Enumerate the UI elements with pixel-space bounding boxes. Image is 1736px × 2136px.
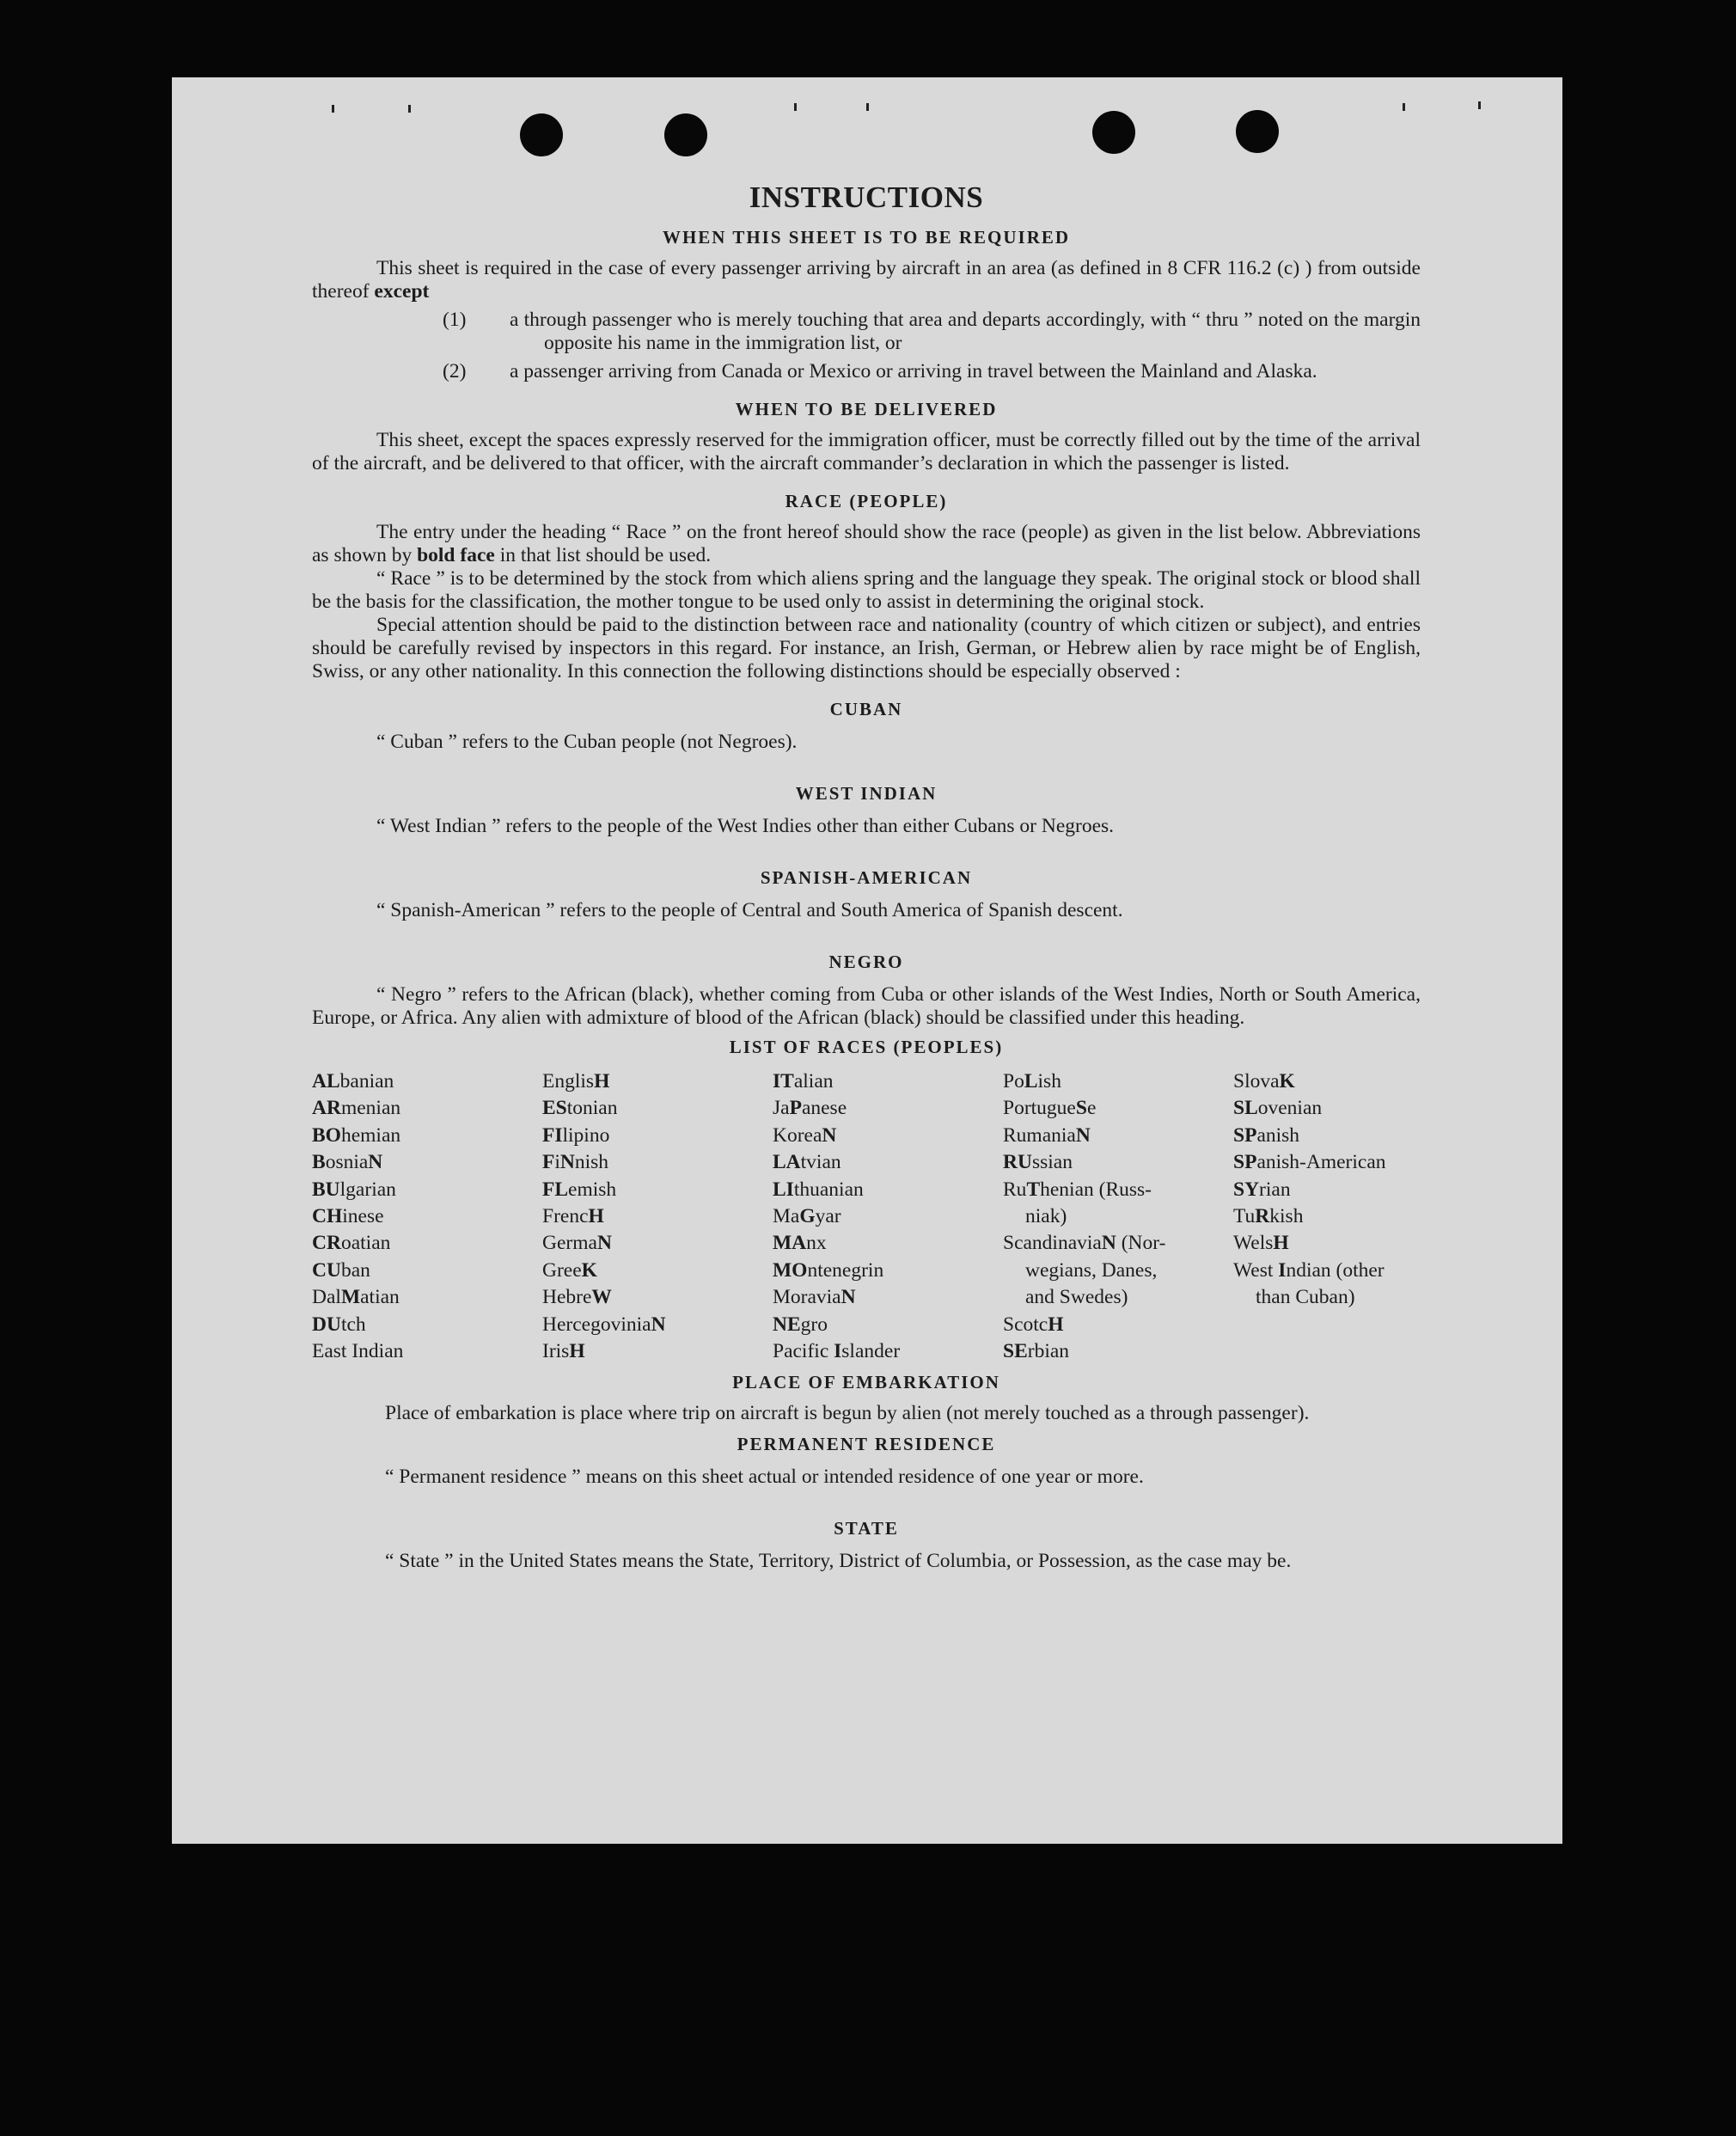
paragraph-race-1: The entry under the heading “ Race ” on the front hereof should show the race (people) as given in the list below. Abbreviations as shown by bold face in that list should be used.: [312, 521, 1421, 566]
race-entry: CRoatian: [312, 1232, 391, 1255]
race-entry: WelsH: [1233, 1232, 1289, 1255]
races-column: [542, 1068, 773, 1365]
race-entry: LAtvian: [773, 1151, 841, 1174]
race-entry: CHinese: [312, 1205, 384, 1228]
race-entry: ScandinaviaN (Nor-: [1003, 1232, 1166, 1255]
race-entry: BosniaN: [312, 1151, 383, 1174]
heading-cuban: CUBAN: [829, 699, 903, 719]
paragraph-when-required: This sheet is required in the case of every passenger arriving by aircraft in an area (as defined in 8 CFR 116.2 (c) ) from outside thereof except: [312, 257, 1421, 303]
race-entry: ARmenian: [312, 1097, 401, 1120]
binder-mark: [1403, 103, 1405, 111]
binder-mark: [866, 103, 869, 111]
list-item: (2) a passenger arriving from Canada or Mexico or arriving in travel between the Mainland and Alaska.: [443, 360, 1317, 383]
race-entry: DalMatian: [312, 1286, 400, 1309]
race-entry: SLovenian: [1233, 1097, 1323, 1120]
heading-when-required: WHEN THIS SHEET IS TO BE REQUIRED: [662, 227, 1071, 248]
race-entry: LIthuanian: [773, 1178, 864, 1201]
page-title: INSTRUCTIONS: [749, 181, 984, 214]
punch-hole: [520, 113, 563, 156]
race-entry: BUlgarian: [312, 1178, 396, 1201]
paragraph-state: “ State ” in the United States means the State, Territory, District of Columbia, or Possession, as the case may be.: [385, 1550, 1292, 1573]
race-entry: CUban: [312, 1258, 370, 1282]
paragraph-negro: “ Negro ” refers to the African (black), whether coming from Cuba or other islands of the West Indies, North or South America, Europe, or Africa. Any alien with admixture of blood of the African (black) should be classified under this heading.: [312, 983, 1421, 1029]
race-entry: MaGyar: [773, 1205, 841, 1228]
races-column: [312, 1068, 542, 1365]
race-entry: EStonian: [542, 1097, 618, 1120]
paragraph-race-3: Special attention should be paid to the distinction between race and nationality (country of which citizen or subject), and entries should be carefully revised by inspectors in this regard. For instance, an Irish, German, or Hebrew alien by race might be of English, Swiss, or any other nationality. In this connection the following distinctions should be especially observed :: [312, 614, 1421, 682]
binder-mark: [794, 103, 797, 111]
heading-negro: NEGRO: [828, 952, 904, 972]
paragraph-west-indian: “ West Indian ” refers to the people of the West Indies other than either Cubans or Negroes.: [376, 815, 1115, 837]
paragraph-cuban: “ Cuban ” refers to the Cuban people (not Negroes).: [376, 731, 798, 753]
race-entry: NEgro: [773, 1313, 828, 1336]
race-entry: RuThenian (Russ-: [1003, 1178, 1152, 1201]
binder-mark: [408, 105, 411, 113]
race-entry: RumaniaN: [1003, 1123, 1091, 1147]
races-column: [1003, 1068, 1233, 1365]
heading-west-indian: WEST INDIAN: [795, 783, 938, 804]
race-entry: West Indian (other: [1233, 1258, 1385, 1282]
race-entry: DUtch: [312, 1313, 366, 1336]
heading-race: RACE (PEOPLE): [785, 491, 948, 511]
heading-permanent-residence: PERMANENT RESIDENCE: [737, 1434, 996, 1455]
race-entry: Pacific Islander: [773, 1340, 901, 1363]
punch-hole: [664, 113, 707, 156]
race-entry-continuation: niak): [1025, 1205, 1067, 1228]
race-entry: TuRkish: [1233, 1205, 1304, 1228]
race-entry: MoraviaN: [773, 1286, 856, 1309]
races-column: [773, 1068, 1003, 1365]
race-entry: SPanish: [1233, 1123, 1300, 1147]
race-entry: SYrian: [1233, 1178, 1291, 1201]
binder-mark: [332, 105, 334, 113]
binder-mark: [1478, 101, 1481, 109]
race-entry: FIlipino: [542, 1123, 610, 1147]
heading-spanish-american: SPANISH-AMERICAN: [760, 867, 973, 888]
race-entry: JaPanese: [773, 1097, 847, 1120]
race-entry: HercegoviniaN: [542, 1313, 666, 1336]
race-entry: ITalian: [773, 1070, 834, 1092]
race-entry: HebreW: [542, 1286, 612, 1309]
races-column: [1233, 1068, 1431, 1365]
paragraph-permanent-residence: “ Permanent residence ” means on this sheet actual or intended residence of one year or more.: [385, 1466, 1144, 1489]
race-entry: RUssian: [1003, 1151, 1073, 1174]
race-entry: GermaN: [542, 1232, 612, 1255]
race-entry: KoreaN: [773, 1123, 837, 1147]
race-entry: FrencH: [542, 1205, 604, 1228]
race-entry: East Indian: [312, 1340, 404, 1363]
paragraph-race-2: “ Race ” is to be determined by the stock from which aliens spring and the language they speak. The original stock or blood shall be the basis for the classification, the mother tongue to be used only to assist in determining the original stock.: [312, 567, 1421, 613]
race-entry: ScotcH: [1003, 1313, 1064, 1336]
race-entry: FLemish: [542, 1178, 617, 1201]
race-entry: SlovaK: [1233, 1070, 1295, 1092]
race-entry: EnglisH: [542, 1070, 610, 1092]
race-entry-continuation: than Cuban): [1256, 1286, 1355, 1309]
race-entry: ALbanian: [312, 1070, 394, 1092]
races-table: [312, 1068, 1421, 1365]
race-entry: MAnx: [773, 1232, 827, 1255]
race-entry: FiNnish: [542, 1151, 609, 1174]
race-entry: IrisH: [542, 1340, 585, 1363]
punch-hole: [1092, 111, 1135, 154]
list-item: (1) a through passenger who is merely touching that area and departs accordingly, with “ thru ” noted on the margin opposite his name in the immigration list, or: [443, 309, 1421, 354]
race-entry: SPanish-American: [1233, 1151, 1386, 1174]
instructions-content: [312, 181, 1421, 1573]
race-entry-continuation: wegians, Danes,: [1025, 1258, 1158, 1282]
race-entry: PortugueSe: [1003, 1097, 1097, 1120]
punch-hole: [1236, 110, 1279, 153]
heading-when-delivered: WHEN TO BE DELIVERED: [735, 399, 998, 419]
paragraph-embarkation: Place of embarkation is place where trip on aircraft is begun by alien (not merely touched as a through passenger).: [385, 1402, 1310, 1425]
race-entry: MOntenegrin: [773, 1258, 884, 1282]
heading-list-of-races: LIST OF RACES (PEOPLES): [729, 1037, 1004, 1057]
heading-state: STATE: [834, 1518, 899, 1539]
race-entry: PoLish: [1003, 1070, 1061, 1092]
race-entry: BOhemian: [312, 1123, 401, 1147]
heading-embarkation: PLACE OF EMBARKATION: [732, 1372, 1000, 1393]
paragraph-spanish-american: “ Spanish-American ” refers to the people of Central and South America of Spanish descent.: [376, 899, 1123, 921]
race-entry: SErbian: [1003, 1340, 1070, 1363]
race-entry-continuation: and Swedes): [1025, 1286, 1128, 1309]
race-entry: GreeK: [542, 1258, 597, 1282]
document-page: [172, 77, 1562, 1844]
paragraph-when-delivered: This sheet, except the spaces expressly reserved for the immigration officer, must be correctly filled out by the time of the arrival of the aircraft, and be delivered to that officer, with the aircraft commander’s declaration in which the passenger is listed.: [312, 429, 1421, 474]
